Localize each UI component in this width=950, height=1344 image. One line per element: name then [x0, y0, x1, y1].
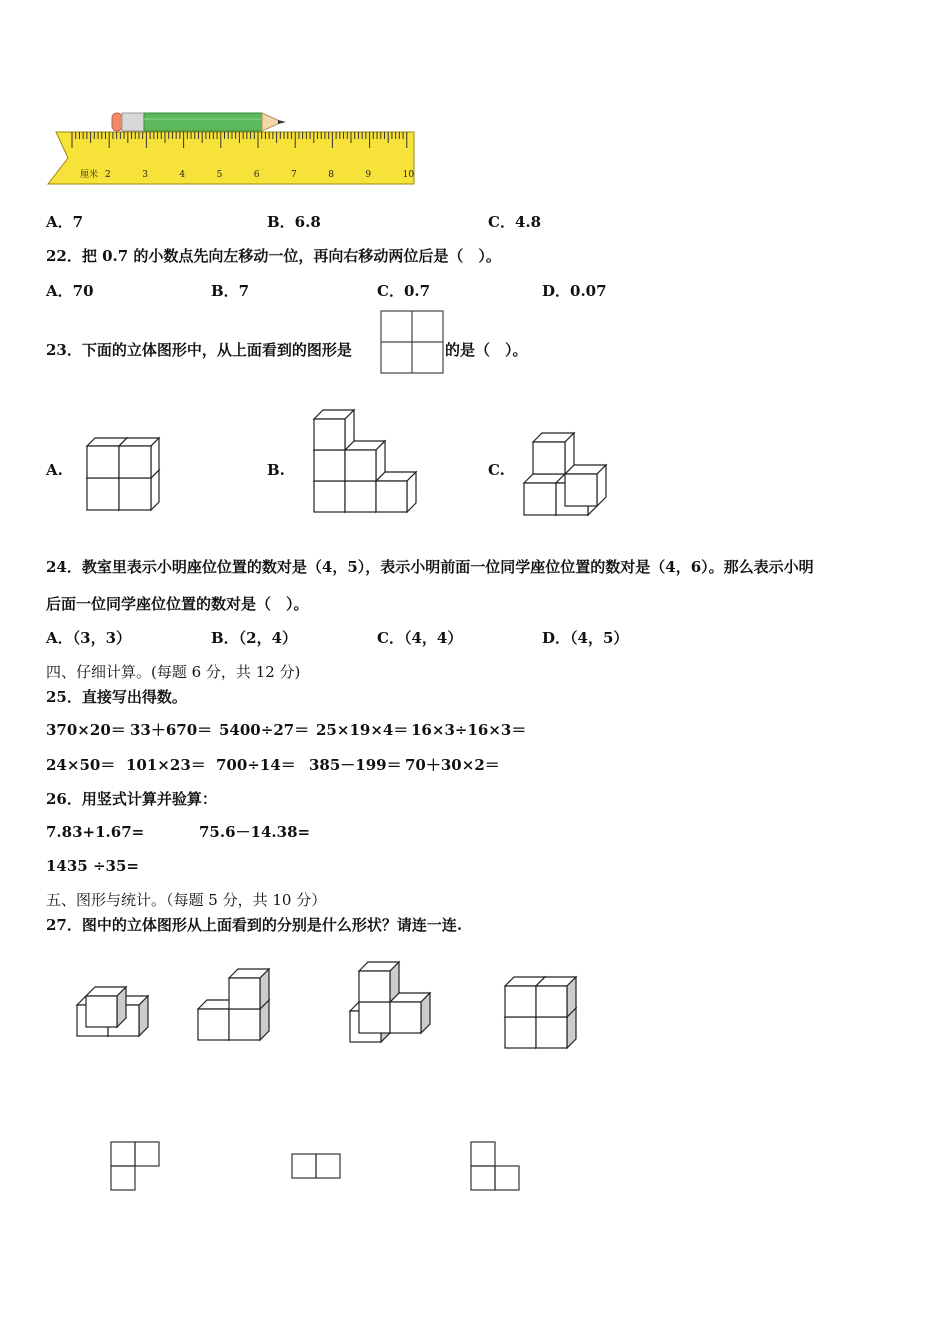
q23-option-a[interactable]: A.: [46, 461, 63, 479]
q24-question-line2: 后面一位同学座位位置的数对是（ ）。: [46, 595, 309, 613]
q26-question: 26．用竖式计算并验算：: [46, 790, 217, 808]
pencil-icon: [112, 113, 286, 131]
q21-option-c[interactable]: C．4.8: [488, 213, 542, 231]
ruler: [48, 132, 414, 184]
q25-item: 385－199＝: [309, 756, 402, 774]
cube: [565, 465, 606, 506]
q21-option-a[interactable]: A．7: [46, 213, 84, 231]
q25-item: 24×50＝: [46, 756, 116, 774]
q26-item: 1435 ÷35=: [46, 857, 139, 875]
q24-option-d[interactable]: D．（4，5）: [542, 629, 629, 647]
cube: [536, 977, 576, 1017]
q25-item: 16×3÷16×3＝: [411, 721, 527, 739]
cube: [119, 438, 159, 478]
cube: [86, 987, 126, 1027]
q22-option-a[interactable]: A．70: [46, 282, 94, 300]
q27-solid-4: [503, 972, 583, 1052]
q23-figure-a: [85, 425, 165, 515]
cube: [376, 472, 416, 512]
q27-top-view-2: [291, 1153, 346, 1183]
cube: [229, 969, 269, 1009]
q25-item: 33＋670＝: [130, 721, 213, 739]
q27-question: 27．图中的立体图形从上面看到的分别是什么形状？请连一连.: [46, 916, 463, 934]
cube: [359, 962, 399, 1002]
ruler-tick-label: 6: [253, 170, 260, 180]
ruler-tick-label: 9: [365, 170, 372, 180]
q24-option-a[interactable]: A．（3，3）: [46, 629, 132, 647]
ruler-tick-label: 7: [291, 170, 297, 180]
q27-solid-1: [75, 980, 155, 1040]
q22-question: 22．把 0.7 的小数点先向左移动一位，再向右移动两位后是（ ）。: [46, 247, 501, 265]
cube: [533, 433, 574, 474]
q25-item: 70＋30×2＝: [405, 756, 500, 774]
q23-option-c[interactable]: C.: [488, 461, 505, 479]
q25-item: 700÷14＝: [216, 756, 296, 774]
q21-option-b[interactable]: B．6.8: [267, 213, 321, 231]
q24-option-b[interactable]: B．（2，4）: [211, 629, 298, 647]
q23-question-start: 23．下面的立体图形中，从上面看到的图形是: [46, 341, 352, 359]
q23-option-b[interactable]: B.: [267, 461, 285, 479]
q23-figure-c: [522, 423, 617, 518]
ruler-tick-label: 8: [328, 170, 334, 180]
cube: [314, 410, 354, 450]
q23-top-view-grid: [380, 310, 444, 374]
q22-option-c[interactable]: C．0.7: [377, 282, 431, 300]
cube: [345, 441, 385, 481]
ruler-tick-label: 4: [179, 170, 186, 180]
section-4-heading: 四、仔细计算。(每题 6 分，共 12 分): [46, 663, 301, 681]
q24-question-line1: 24．教室里表示小明座位位置的数对是（4，5），表示小明前面一位同学座位位置的数对是（4，6）。那么表示小明: [46, 558, 814, 576]
q26-item: 7.83+1.67=: [46, 823, 145, 841]
q27-top-view-1: [110, 1141, 165, 1196]
q23-figure-b: [312, 398, 427, 516]
q25-question: 25．直接写出得数。: [46, 688, 187, 706]
q22-option-d[interactable]: D．0.07: [542, 282, 607, 300]
ruler-tick-label: 2: [105, 170, 111, 180]
q25-item: 25×19×4＝: [316, 721, 409, 739]
q25-item: 370×20＝: [46, 721, 126, 739]
q25-item: 101×23＝: [126, 756, 206, 774]
q27-solid-3: [348, 958, 438, 1048]
q26-item: 75.6－14.38=: [199, 823, 311, 841]
ruler-pencil-figure: [46, 108, 418, 188]
ruler-tick-label: 10: [402, 170, 415, 180]
q25-item: 5400÷27＝: [219, 721, 310, 739]
ruler-unit: 厘米: [80, 170, 99, 180]
ruler-tick-label: 5: [216, 170, 223, 180]
cube: [390, 993, 430, 1033]
q24-option-c[interactable]: C．（4，4）: [377, 629, 463, 647]
q27-top-view-3: [470, 1141, 525, 1196]
section-5-heading: 五、图形与统计。（每题 5 分，共 10 分）: [46, 891, 327, 909]
ruler-tick-label: 3: [142, 170, 148, 180]
q22-option-b[interactable]: B．7: [211, 282, 250, 300]
q23-question-end: 的是（ ）。: [445, 341, 528, 359]
q27-solid-2: [196, 964, 276, 1044]
